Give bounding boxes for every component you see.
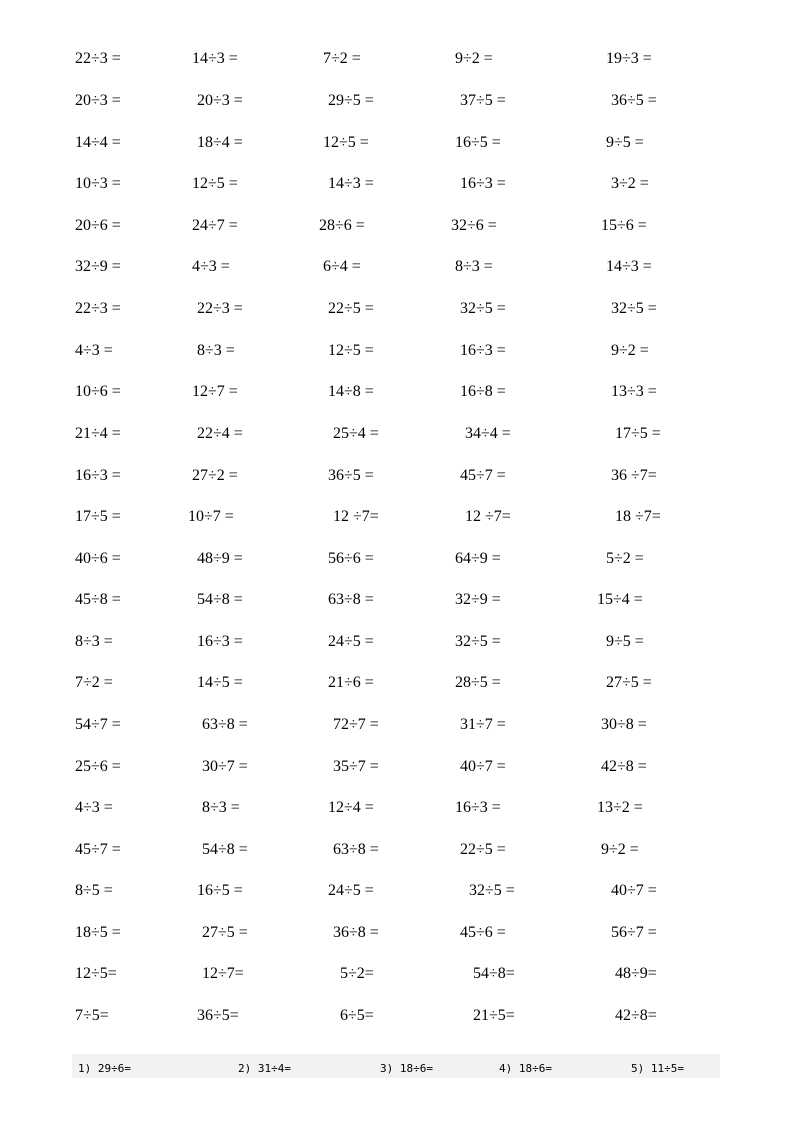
division-problem: 9÷2 =	[611, 342, 649, 359]
division-problem: 45÷7 =	[460, 467, 506, 484]
division-problem: 13÷2 =	[597, 799, 643, 816]
division-problem: 36÷8 =	[333, 924, 379, 941]
division-problem: 32÷5 =	[611, 300, 657, 317]
division-problem: 24÷5 =	[328, 633, 374, 650]
division-problem: 3÷2 =	[611, 175, 649, 192]
division-problem: 14÷3 =	[328, 175, 374, 192]
division-problem: 15÷6 =	[601, 217, 647, 234]
division-problem: 16÷3 =	[75, 467, 121, 484]
division-problem: 54÷8 =	[197, 591, 243, 608]
division-problem: 9÷2 =	[601, 841, 639, 858]
division-problem: 12÷5 =	[192, 175, 238, 192]
division-problem: 22÷3 =	[75, 300, 121, 317]
division-problem: 56÷6 =	[328, 550, 374, 567]
division-problem: 36÷5=	[197, 1007, 239, 1024]
division-problem: 10÷7 =	[188, 508, 234, 525]
division-problem: 32÷9 =	[75, 258, 121, 275]
division-problem: 19÷3 =	[606, 50, 652, 67]
extra-problem: 5) 11÷5=	[631, 1062, 684, 1075]
division-problem: 63÷8 =	[333, 841, 379, 858]
division-problem: 42÷8=	[615, 1007, 657, 1024]
division-problem: 8÷3 =	[202, 799, 240, 816]
division-problem: 8÷3 =	[75, 633, 113, 650]
division-problem: 63÷8 =	[202, 716, 248, 733]
division-problem: 42÷8 =	[601, 758, 647, 775]
division-problem: 12÷5=	[75, 965, 117, 982]
division-problem: 5÷2=	[340, 965, 374, 982]
division-problem: 72÷7 =	[333, 716, 379, 733]
extra-problem: 2) 31÷4=	[238, 1062, 291, 1075]
division-problem: 14÷3 =	[192, 50, 238, 67]
division-problem: 12 ÷7=	[465, 508, 511, 525]
division-problem: 25÷6 =	[75, 758, 121, 775]
division-problem: 63÷8 =	[328, 591, 374, 608]
division-problem: 32÷5 =	[455, 633, 501, 650]
extra-problem: 1) 29÷6=	[78, 1062, 131, 1075]
division-problem: 5÷2 =	[606, 550, 644, 567]
division-problem: 48÷9 =	[197, 550, 243, 567]
division-problem: 9÷5 =	[606, 134, 644, 151]
division-problem: 32÷9 =	[455, 591, 501, 608]
division-problem: 10÷3 =	[75, 175, 121, 192]
division-problem: 25÷4 =	[333, 425, 379, 442]
division-problem: 36÷5 =	[328, 467, 374, 484]
division-problem: 8÷3 =	[455, 258, 493, 275]
division-problem: 54÷7 =	[75, 716, 121, 733]
division-problem: 32÷5 =	[469, 882, 515, 899]
division-problem: 45÷7 =	[75, 841, 121, 858]
division-problem: 30÷8 =	[601, 716, 647, 733]
division-problem: 12÷4 =	[328, 799, 374, 816]
division-problem: 7÷2 =	[323, 50, 361, 67]
division-problem: 22÷5 =	[460, 841, 506, 858]
division-problem: 18 ÷7=	[615, 508, 661, 525]
division-problem: 14÷4 =	[75, 134, 121, 151]
division-problem: 8÷3 =	[197, 342, 235, 359]
division-problem: 16÷3 =	[460, 342, 506, 359]
division-problem: 4÷3 =	[75, 799, 113, 816]
division-problem: 12÷7=	[202, 965, 244, 982]
division-problem: 64÷9 =	[455, 550, 501, 567]
division-problem: 7÷5=	[75, 1007, 109, 1024]
extra-problem: 3) 18÷6=	[380, 1062, 433, 1075]
division-problem: 20÷6 =	[75, 217, 121, 234]
division-problem: 36 ÷7=	[611, 467, 657, 484]
division-problem: 18÷5 =	[75, 924, 121, 941]
division-problem: 20÷3 =	[197, 92, 243, 109]
division-problem: 16÷3 =	[455, 799, 501, 816]
division-problem: 40÷7 =	[611, 882, 657, 899]
division-problem: 34÷4 =	[465, 425, 511, 442]
division-problem: 4÷3 =	[75, 342, 113, 359]
division-problem: 28÷6 =	[319, 217, 365, 234]
division-problem: 22÷5 =	[328, 300, 374, 317]
division-problem: 9÷2 =	[455, 50, 493, 67]
division-problem: 29÷5 =	[328, 92, 374, 109]
division-problem: 21÷4 =	[75, 425, 121, 442]
division-problem: 27÷5 =	[606, 674, 652, 691]
division-problem: 56÷7 =	[611, 924, 657, 941]
division-problem: 22÷3 =	[75, 50, 121, 67]
division-problem: 24÷5 =	[328, 882, 374, 899]
division-problem: 36÷5 =	[611, 92, 657, 109]
division-problem: 22÷3 =	[197, 300, 243, 317]
division-problem: 12÷5 =	[323, 134, 369, 151]
division-problem: 28÷5 =	[455, 674, 501, 691]
division-problem: 13÷3 =	[611, 383, 657, 400]
division-problem: 54÷8 =	[202, 841, 248, 858]
division-problem: 14÷8 =	[328, 383, 374, 400]
division-problem: 15÷4 =	[597, 591, 643, 608]
division-problem: 14÷5 =	[197, 674, 243, 691]
division-problem: 10÷6 =	[75, 383, 121, 400]
division-problem: 20÷3 =	[75, 92, 121, 109]
division-problem: 12÷7 =	[192, 383, 238, 400]
division-problem: 45÷6 =	[460, 924, 506, 941]
division-problem: 27÷5 =	[202, 924, 248, 941]
division-problem: 27÷2 =	[192, 467, 238, 484]
division-problem: 45÷8 =	[75, 591, 121, 608]
division-problem: 35÷7 =	[333, 758, 379, 775]
extra-problem: 4) 18÷6=	[499, 1062, 552, 1075]
division-problem: 12 ÷7=	[333, 508, 379, 525]
division-problem: 37÷5 =	[460, 92, 506, 109]
division-problem: 16÷3 =	[197, 633, 243, 650]
division-problem: 40÷6 =	[75, 550, 121, 567]
division-problem: 24÷7 =	[192, 217, 238, 234]
division-problem: 6÷4 =	[323, 258, 361, 275]
division-problem: 16÷5 =	[455, 134, 501, 151]
division-problem: 8÷5 =	[75, 882, 113, 899]
division-problem: 12÷5 =	[328, 342, 374, 359]
division-problem: 17÷5 =	[75, 508, 121, 525]
division-problem: 40÷7 =	[460, 758, 506, 775]
division-problem: 18÷4 =	[197, 134, 243, 151]
division-problem: 21÷5=	[473, 1007, 515, 1024]
division-problem: 54÷8=	[473, 965, 515, 982]
division-problem: 22÷4 =	[197, 425, 243, 442]
division-problem: 4÷3 =	[192, 258, 230, 275]
division-problem: 32÷5 =	[460, 300, 506, 317]
division-problem: 16÷3 =	[460, 175, 506, 192]
division-problem: 21÷6 =	[328, 674, 374, 691]
division-problem: 17÷5 =	[615, 425, 661, 442]
division-problem: 7÷2 =	[75, 674, 113, 691]
division-problem: 32÷6 =	[451, 217, 497, 234]
division-problem: 16÷8 =	[460, 383, 506, 400]
division-problem: 9÷5 =	[606, 633, 644, 650]
division-problem: 16÷5 =	[197, 882, 243, 899]
division-problem: 30÷7 =	[202, 758, 248, 775]
division-problem: 31÷7 =	[460, 716, 506, 733]
division-problem: 6÷5=	[340, 1007, 374, 1024]
division-problem: 48÷9=	[615, 965, 657, 982]
division-problem: 14÷3 =	[606, 258, 652, 275]
